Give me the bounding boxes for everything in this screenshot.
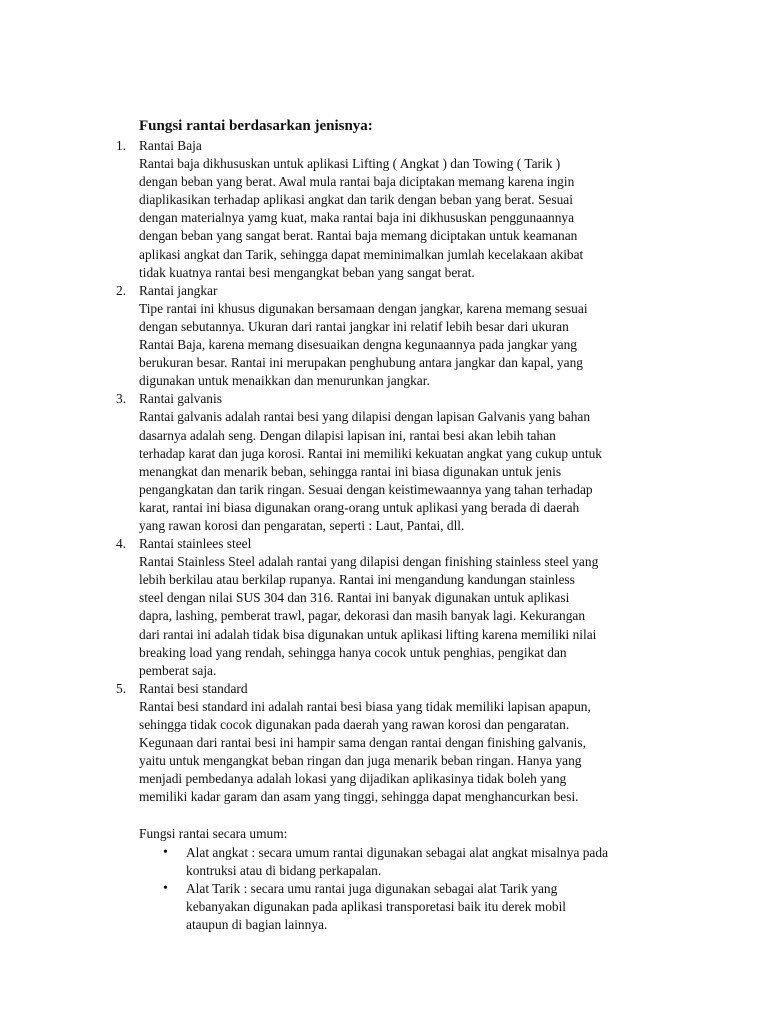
text-line: Rantai besi standard ini adalah rantai besi biasa yang tidak memiliki lapisan apapun, [139, 698, 591, 714]
text-line: Rantai baja dikhususkan untuk aplikasi Lifting ( Angkat ) dan Towing ( Tarik ) [139, 156, 561, 172]
bullet-text [186, 880, 686, 934]
text-line: kebanyakan digunakan pada aplikasi transporetasi baik itu derek mobil [186, 899, 567, 915]
list-item [0, 535, 768, 680]
text-line: dengan materialnya yamg kuat, maka rantai baja ini dikhususkan penggunaannya [139, 210, 575, 226]
text-line: memiliki kadar garam dan asam yang tinggi, sehingga dapat menghancurkan besi. [139, 789, 579, 805]
text-line: digunakan untuk menaikkan dan menurunkan jangkar. [139, 373, 430, 389]
text-line: dasarnya adalah seng. Dengan dilapisi lapisan ini, rantai besi akan lebih tahan [139, 427, 556, 443]
text-line: Alat Tarik : secara umu rantai juga digunakan sebagai alat Tarik yang [186, 881, 558, 897]
item-body [139, 300, 659, 390]
bullet-list [0, 844, 768, 934]
item-body [139, 155, 659, 282]
bullet-item [0, 880, 768, 934]
text-line: aplikasi angkat dan Tarik, sehingga dapat meminimalkan jumlah kecelakaan akibat [139, 246, 584, 262]
list-item [0, 390, 768, 535]
item-body [139, 698, 659, 807]
text-line: ataupun di bagian lainnya. [186, 917, 328, 933]
bullet-icon: • [163, 881, 168, 897]
bullet-icon: • [163, 845, 168, 860]
bullet-text [186, 844, 686, 880]
list-item [0, 282, 768, 391]
item-number: 2. [116, 282, 127, 298]
list-item [0, 680, 768, 807]
text-line: yaitu untuk mengangkat beban ringan dan juga menarik beban ringan. Hanya yang [139, 753, 582, 769]
text-line: berukuran besar. Rantai ini merupakan penghubung antara jangkar dan kapal, yang [139, 355, 583, 371]
text-line: tidak kuatnya rantai besi mengangkat beban yang sangat berat. [139, 264, 475, 280]
text-line: dari rantai ini adalah tidak bisa digunakan untuk aplikasi lifting karena memiliki nilai [139, 626, 597, 642]
text-line: menangkat dan menarik beban, sehingga rantai ini biasa digunakan untuk jenis [139, 463, 562, 479]
text-line: lebih berkilau atau berkilap rupanya. Rantai ini mengandung kandungan stainless [139, 572, 575, 588]
item-number: 5. [116, 680, 127, 696]
text-line: Rantai Baja, karena memang disesuaikan dengna kegunaannya pada jangkar yang [139, 337, 578, 353]
text-line: pemberat saja. [139, 662, 217, 678]
text-line: yang rawan korosi dan pengaratan, seperti : Laut, Pantai, dll. [139, 517, 465, 533]
general-functions-title: Fungsi rantai secara umum: [139, 826, 288, 841]
item-body [139, 408, 659, 535]
text-line: diaplikasikan terhadap aplikasi angkat dan tarik dengan beban yang berat. Sesuai [139, 192, 573, 208]
text-line: breaking load yang rendah, sehingga hanya cocok untuk penghias, pengikat dan [139, 644, 567, 660]
item-title: Rantai jangkar [139, 282, 218, 298]
item-number: 1. [116, 138, 127, 153]
text-line: Rantai galvanis adalah rantai besi yang dilapisi dengan lapisan Galvanis yang bahan [139, 409, 591, 425]
text-line: sehingga tidak cocok digunakan pada daerah yang rawan korosi dan pengaratan. [139, 717, 570, 732]
text-line: Tipe rantai ini khusus digunakan bersamaan dengan jangkar, karena memang sesuai [139, 300, 588, 316]
item-title: Rantai besi standard [139, 680, 248, 696]
item-title: Rantai stainlees steel [139, 536, 252, 552]
bullet-item [0, 844, 768, 880]
text-line: dengan beban yang berat. Awal mula rantai baja diciptakan memang karena ingin [139, 174, 575, 190]
text-line: Kegunaan dari rantai besi ini hampir sama dengan rantai dengan finishing galvanis, [139, 735, 586, 751]
text-line: terhadap karat dan juga korosi. Rantai ini memiliki kekuatan angkat yang cukup untuk [139, 445, 602, 461]
section-list [0, 137, 768, 806]
item-number: 3. [116, 391, 127, 407]
text-line: dapra, lashing, pemberat trawl, pagar, dekorasi dan masih banyak lagi. Kekurangan [139, 608, 586, 624]
text-line: kontruksi atau di bidang perkapalan. [186, 863, 382, 879]
item-title: Rantai galvanis [139, 391, 222, 407]
text-line: steel dengan nilai SUS 304 dan 316. Rantai ini banyak digunakan untuk aplikasi [139, 590, 570, 606]
item-body [139, 553, 659, 680]
list-item [0, 137, 768, 282]
item-title: Rantai Baja [139, 138, 202, 153]
text-line: dengan sebutannya. Ukuran dari rantai jangkar ini relatif lebih besar dari ukuran [139, 318, 569, 334]
text-line: Alat angkat : secara umum rantai digunakan sebagai alat angkat misalnya pada [186, 845, 609, 860]
text-line: karat, rantai ini biasa digunakan orang-orang untuk aplikasi yang berada di daerah [139, 499, 580, 515]
item-number: 4. [116, 536, 127, 552]
text-line: pengangkatan dan tarik ringan. Sesuai dengan keistimewaannya yang tahan terhadap [139, 481, 593, 497]
page-heading: Fungsi rantai berdasarkan jenisnya: [139, 118, 373, 134]
text-line: dengan beban yang sangat berat. Rantai baja memang diciptakan untuk keamanan [139, 228, 578, 244]
text-line: menjadi pembedanya adalah lokasi yang dijadikan aplikasinya tidak boleh yang [139, 771, 567, 787]
text-line: Rantai Stainless Steel adalah rantai yang dilapisi dengan finishing stainless steel yang [139, 554, 599, 570]
